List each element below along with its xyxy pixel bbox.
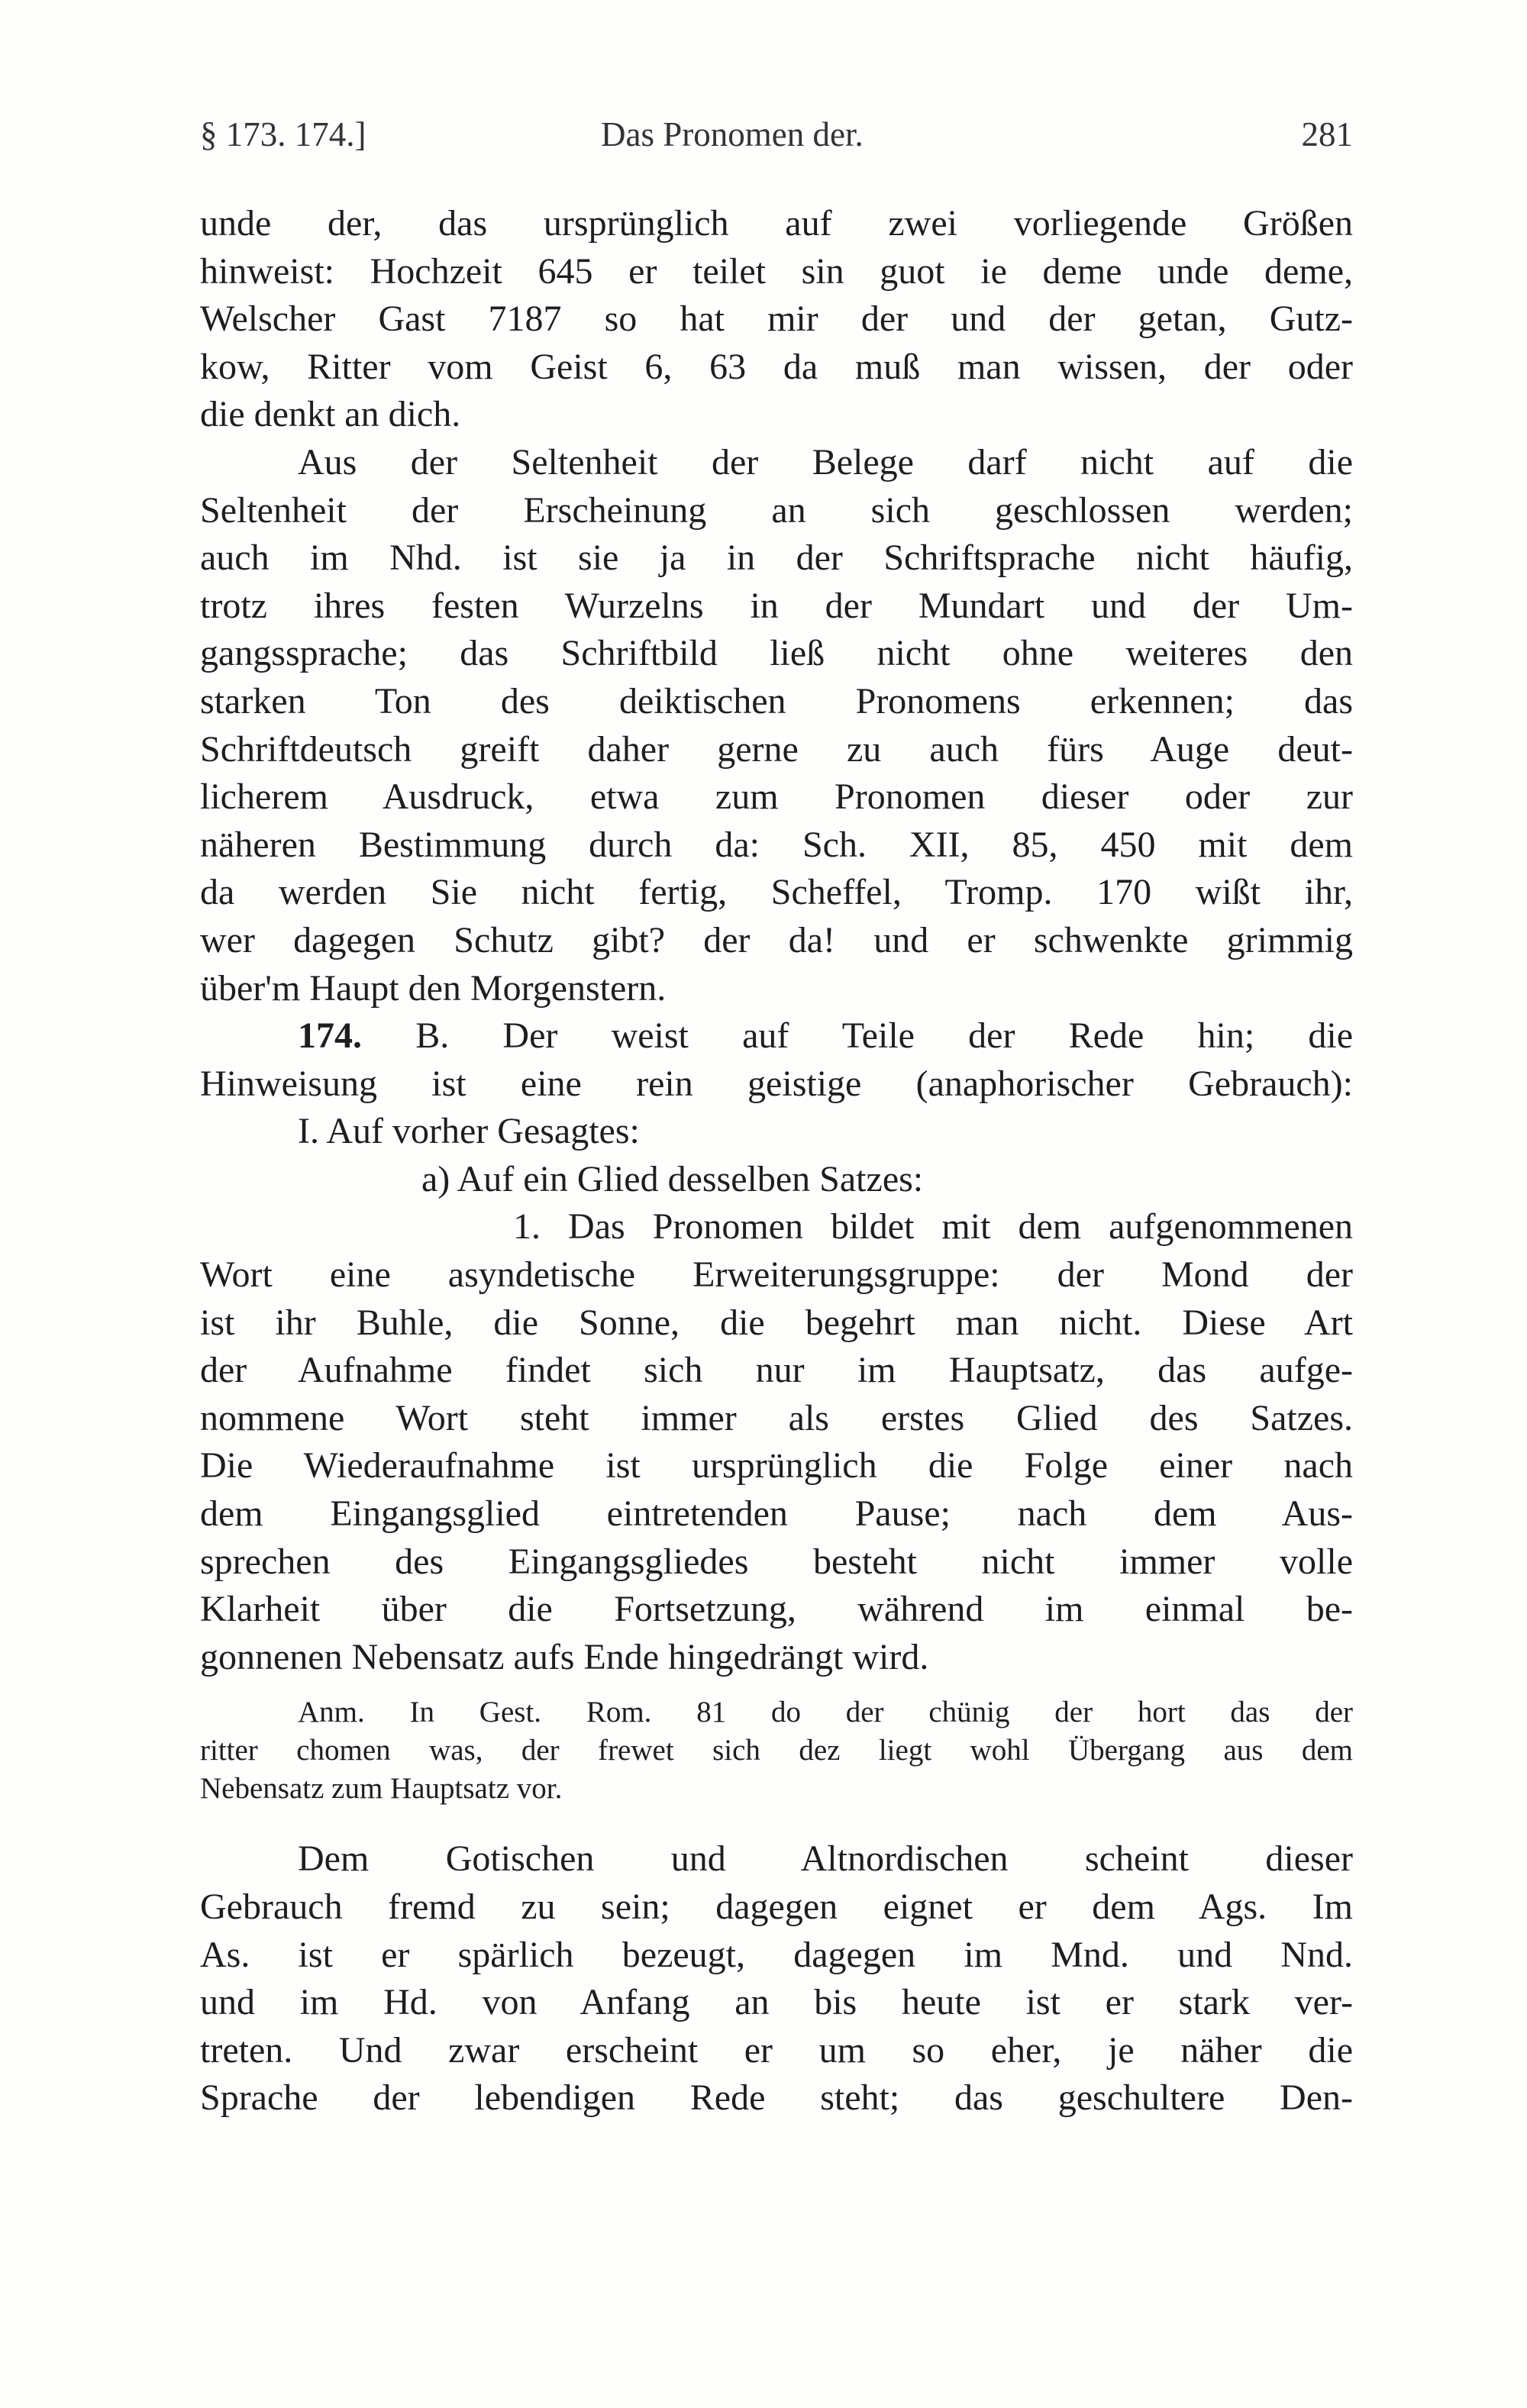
text-line: gangssprache; das Schriftbild ließ nicht ohne weiteres den [200, 633, 1353, 674]
text-line: unde der, das ursprünglich auf zwei vorliegende Größen [200, 203, 1353, 244]
text-line: auch im Nhd. ist sie ja in der Schriftsprache nicht häufig, [200, 537, 1353, 579]
text-line: der Aufnahme findet sich nur im Hauptsatz, das aufge- [200, 1350, 1353, 1391]
text-line: Die Wiederaufnahme ist ursprünglich die Folge einer nach [200, 1445, 1353, 1486]
text-line: da werden Sie nicht fertig, Scheffel, Tromp. 170 wißt ihr, [200, 872, 1353, 913]
text-line: As. ist er spärlich bezeugt, dagegen im Mnd. und Nnd. [200, 1934, 1353, 1975]
text-line: und im Hd. von Anfang an bis heute ist er stark ver- [200, 1982, 1353, 2023]
section-number: 174. [298, 1015, 362, 1057]
text-line: näheren Bestimmung durch da: Sch. XII, 85, 450 mit dem [200, 824, 1353, 865]
text-line: Seltenheit der Erscheinung an sich geschlossen werden; [200, 489, 1353, 531]
section-reference: § 173. 174.] [200, 115, 366, 153]
text-line: Schriftdeutsch greift daher gerne zu auch fürs Auge deut- [200, 728, 1353, 770]
note-line: ritter chomen was, der frewet sich dez liegt wohl Übergang aus dem [200, 1734, 1353, 1767]
running-title: Das Pronomen der. [601, 115, 864, 153]
spacer [200, 1681, 1353, 1693]
text-line: licherem Ausdruck, etwa zum Pronomen dieser oder zur [200, 776, 1353, 818]
text-line: gonnenen Nebensatz aufs Ende hingedrängt wird. [200, 1636, 929, 1677]
text-line: starken Ton des deiktischen Pronomens erkennen; das [200, 680, 1353, 721]
text-line: Dem Gotischen und Altnordischen scheint dieser [298, 1838, 1353, 1880]
text-line: Aus der Seltenheit der Belege darf nicht auf die [298, 441, 1353, 483]
text-line: ist ihr Buhle, die Sonne, die begehrt man nicht. Diese Art [200, 1302, 1353, 1343]
note-line: Anm. In Gest. Rom. 81 do der chünig der hort das der [298, 1696, 1353, 1729]
text-line: trotz ihres festen Wurzelns in der Mundart und der Um- [200, 585, 1353, 626]
running-header [200, 115, 1353, 168]
text-line: kow, Ritter vom Geist 6, 63 da muß man wissen, der oder [200, 346, 1353, 387]
page-number: 281 [1301, 115, 1353, 153]
text-line: Klarheit über die Fortsetzung, während im einmal be- [200, 1589, 1353, 1630]
subsection-heading: a) Auf ein Glied desselben Satzes: [421, 1158, 924, 1199]
text-line: die denkt an dich. [200, 394, 461, 435]
text-line: treten. Und zwar erscheint er um so eher, je näher die [200, 2029, 1353, 2071]
page-body [200, 200, 1353, 2122]
text-line: Gebrauch fremd zu sein; dagegen eignet er dem Ags. Im [200, 1887, 1353, 1927]
section-heading-line: 174. B. Der weist auf Teile der Rede hin; die [298, 1015, 1353, 1057]
text-line: Sprache der lebendigen Rede steht; das geschultere Den- [200, 2077, 1353, 2119]
text-line: Hinweisung ist eine rein geistige (anaphorischer Gebrauch): [200, 1063, 1353, 1104]
spacer [200, 1808, 1353, 1835]
text-line: wer dagegen Schutz gibt? der da! und er schwenkte grimmig [200, 919, 1353, 960]
note-line: Nebensatz zum Hauptsatz vor. [200, 1772, 563, 1806]
text-line: nommene Wort steht immer als erstes Glied des Satzes. [200, 1397, 1353, 1438]
text-line: über'm Haupt den Morgenstern. [200, 967, 667, 1009]
text-line: hinweist: Hochzeit 645 er teilet sin guot ie deme unde deme, [200, 250, 1353, 292]
text-line: sprechen des Eingangsgliedes besteht nicht immer volle [200, 1541, 1353, 1582]
subsection-heading: I. Auf vorher Gesagtes: [298, 1111, 640, 1152]
text-line: Wort eine asyndetische Erweiterungsgruppe: der Mond der [200, 1254, 1353, 1296]
text-line: Welscher Gast 7187 so hat mir der und der getan, Gutz- [200, 299, 1353, 340]
text-line: 1. Das Pronomen bildet mit dem aufgenommenen [513, 1206, 1353, 1248]
text-line: dem Eingangsglied eintretenden Pause; nach dem Aus- [200, 1493, 1353, 1535]
